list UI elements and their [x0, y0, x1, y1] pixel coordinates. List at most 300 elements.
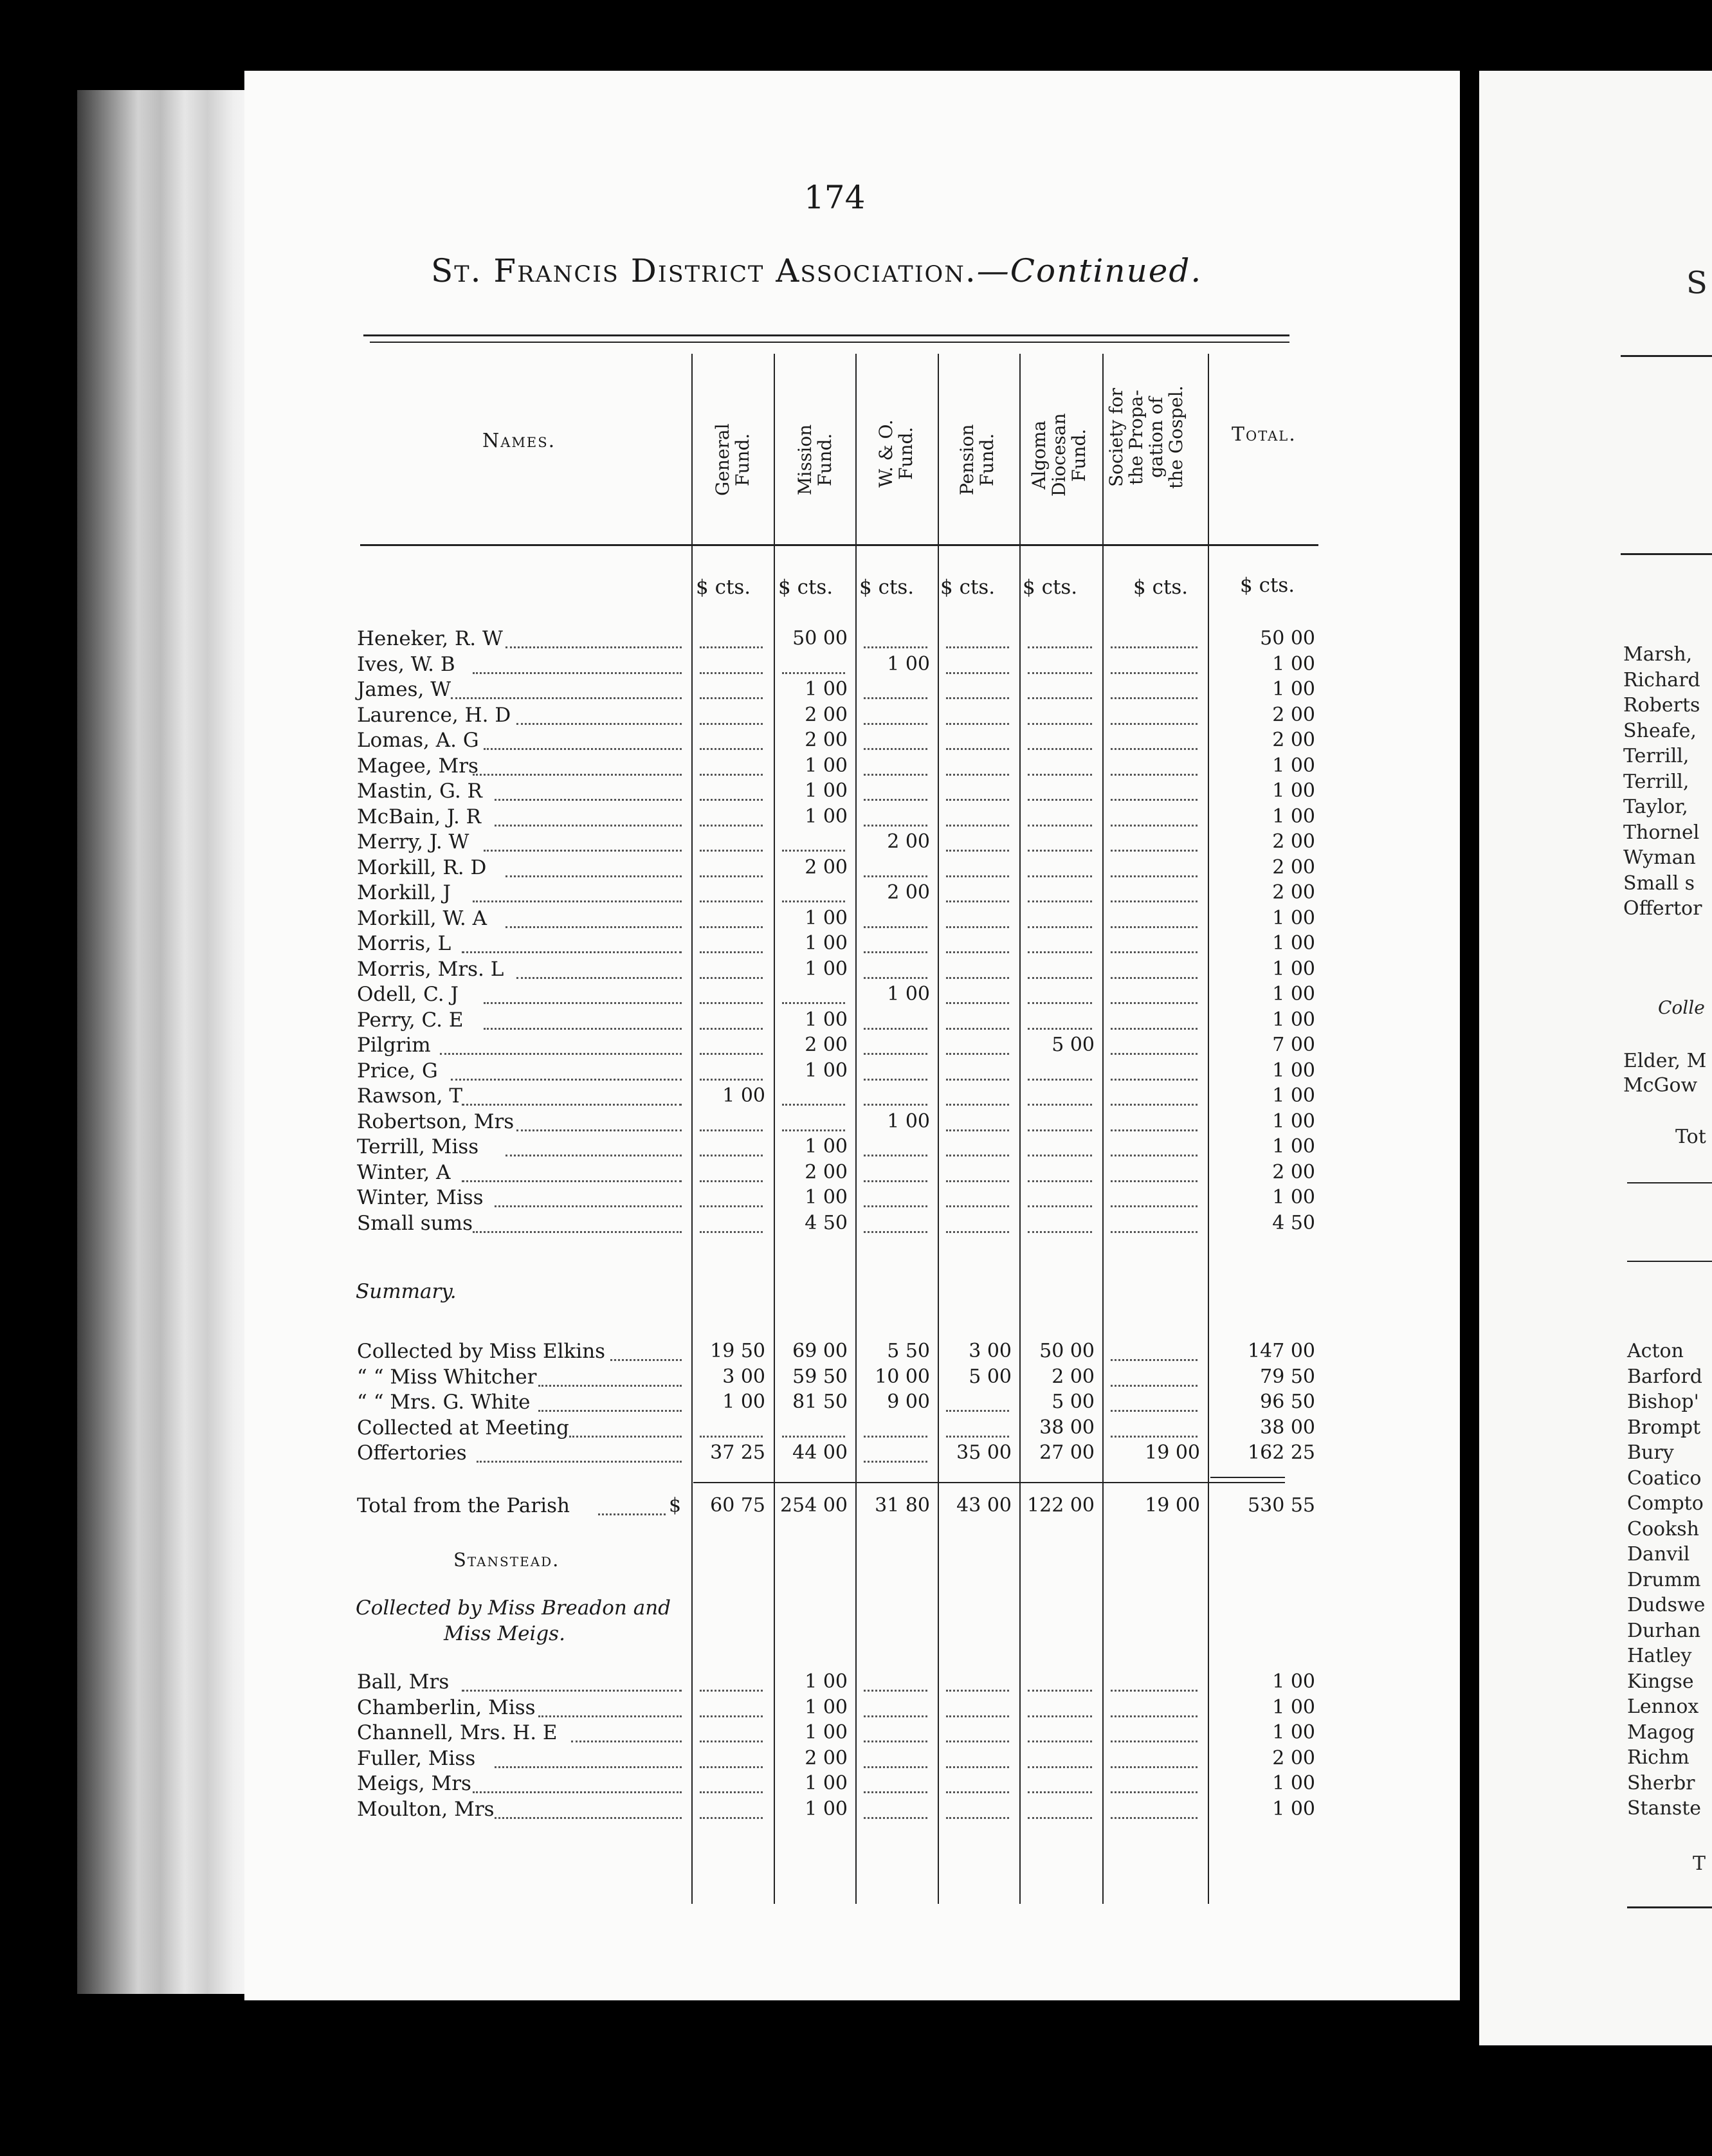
empty-cell-dots: [946, 1410, 1009, 1412]
unit-wo: $ cts.: [859, 576, 915, 599]
col-header-general: General Fund.: [712, 423, 753, 497]
row-name: Laurence, H. D: [357, 703, 511, 727]
empty-cell-dots: [946, 1766, 1009, 1768]
leader-dots: [462, 1690, 682, 1692]
summary-algoma-value: 50 00: [1039, 1340, 1095, 1362]
empty-cell-dots: [1028, 1766, 1092, 1768]
empty-cell-dots: [946, 1155, 1009, 1156]
empty-cell-dots: [1028, 748, 1092, 750]
leader-dots: [462, 1180, 682, 1182]
unit-general: $ cts.: [696, 576, 751, 599]
right-place-fragment: Richm: [1627, 1746, 1689, 1769]
empty-cell-dots: [1028, 825, 1092, 827]
empty-cell-dots: [946, 977, 1009, 979]
empty-cell-dots: [946, 697, 1009, 699]
empty-cell-dots: [1028, 1690, 1092, 1692]
right-rule-3: [1627, 1182, 1712, 1183]
row-total-value: 50 00: [1260, 627, 1315, 650]
summary-name: “ “ Mrs. G. White: [357, 1391, 531, 1414]
empty-cell-dots: [864, 977, 927, 979]
empty-cell-dots: [864, 951, 927, 953]
leader-dots: [473, 672, 682, 674]
empty-cell-dots: [864, 1205, 927, 1207]
empty-cell-dots: [946, 1053, 1009, 1055]
row-name: Morkill, R. D: [357, 855, 487, 879]
row-name: Heneker, R. W: [357, 627, 503, 650]
title-suffix: —Continued.: [976, 252, 1203, 289]
stanstead-name: Channell, Mrs. H. E: [357, 1721, 558, 1744]
empty-cell-dots: [700, 697, 763, 699]
right-title-fragment: S: [1686, 265, 1707, 301]
empty-cell-dots: [700, 1002, 763, 1004]
summary-general-value: 3 00: [722, 1365, 765, 1388]
title-main: St. Francis District Association.: [431, 252, 977, 289]
empty-cell-dots: [1111, 1690, 1197, 1692]
summary-mission-value: 59 50: [792, 1365, 848, 1388]
empty-cell-dots: [864, 774, 927, 776]
right-name-fragment: Roberts: [1623, 694, 1700, 717]
row-name: Robertson, Mrs: [357, 1110, 515, 1133]
empty-cell-dots: [700, 1766, 763, 1768]
empty-cell-dots: [700, 646, 763, 648]
empty-cell-dots: [700, 900, 763, 902]
right-place-fragment: Drumm: [1627, 1568, 1701, 1591]
leader-dots: [538, 1385, 682, 1387]
summary-wo-value: 5 50: [887, 1340, 930, 1362]
empty-cell-dots: [946, 723, 1009, 725]
col-header-algoma: Algoma Diocesan Fund.: [1028, 413, 1089, 497]
right-place-fragment: Danvil: [1627, 1543, 1690, 1566]
empty-cell-dots: [1028, 850, 1092, 852]
empty-cell-dots: [946, 1740, 1009, 1742]
stanstead-total-value: 1 00: [1272, 1772, 1315, 1795]
row-name: Rawson, T: [357, 1084, 462, 1108]
leader-dots: [598, 1513, 666, 1515]
row-name: Ives, W. B: [357, 652, 455, 676]
summary-name: Collected by Miss Elkins: [357, 1340, 606, 1363]
empty-cell-dots: [700, 1053, 763, 1055]
empty-cell-dots: [1028, 926, 1092, 928]
empty-cell-dots: [864, 1436, 927, 1438]
summary-wo-value: 9 00: [887, 1391, 930, 1413]
right-place-fragment: Bishop': [1627, 1391, 1699, 1413]
header-rule-top: [363, 334, 1289, 336]
empty-cell-dots: [946, 1028, 1009, 1030]
empty-cell-dots: [946, 1791, 1009, 1793]
empty-cell-dots: [1111, 977, 1197, 979]
empty-cell-dots: [1028, 1155, 1092, 1156]
empty-cell-dots: [1028, 900, 1092, 902]
empty-cell-dots: [700, 926, 763, 928]
row-mission-value: 1 00: [805, 957, 848, 980]
row-total-value: 1 00: [1272, 1059, 1315, 1082]
unit-total: $ cts.: [1240, 574, 1295, 597]
empty-cell-dots: [700, 748, 763, 750]
leader-dots: [462, 1104, 682, 1106]
empty-cell-dots: [1111, 1740, 1197, 1742]
empty-cell-dots: [864, 1715, 927, 1717]
empty-cell-dots: [1028, 1079, 1092, 1081]
row-total-value: 4 50: [1272, 1211, 1315, 1234]
row-mission-value: 2 00: [805, 703, 848, 726]
row-total-value: 2 00: [1272, 1160, 1315, 1183]
summary-general-value: 1 00: [722, 1391, 765, 1413]
empty-cell-dots: [1111, 900, 1197, 902]
empty-cell-dots: [700, 1740, 763, 1742]
empty-cell-dots: [1111, 1410, 1197, 1412]
summary-society-value: 19 00: [1145, 1441, 1200, 1464]
leader-dots: [477, 1461, 682, 1463]
col-header-total: Total.: [1232, 423, 1297, 446]
stanstead-mission-value: 1 00: [805, 1695, 848, 1719]
leader-dots: [538, 1410, 682, 1412]
stanstead-mission-value: 1 00: [805, 1797, 848, 1820]
empty-cell-dots: [864, 646, 927, 648]
right-name-fragment: Sheafe,: [1623, 719, 1697, 742]
empty-cell-dots: [1111, 748, 1197, 750]
empty-cell-dots: [946, 951, 1009, 953]
empty-cell-dots: [700, 977, 763, 979]
summary-general-value: 19 50: [710, 1340, 765, 1362]
empty-cell-dots: [946, 875, 1009, 877]
stanstead-mission-value: 1 00: [805, 1670, 848, 1693]
empty-cell-dots: [700, 799, 763, 801]
summary-general-value: 37 25: [710, 1441, 765, 1464]
col-header-pension: Pension Fund.: [956, 424, 997, 496]
right-name-fragment: Marsh,: [1623, 643, 1693, 666]
empty-cell-dots: [782, 1129, 845, 1131]
col-rule-6: [1102, 354, 1104, 1904]
col-rule-7: [1208, 354, 1209, 1904]
header-rule-top2: [370, 342, 1289, 343]
empty-cell-dots: [1111, 723, 1197, 725]
stanstead-name: Chamberlin, Miss: [357, 1695, 536, 1719]
empty-cell-dots: [700, 1079, 763, 1081]
right-place-fragment: Lennox: [1627, 1695, 1699, 1718]
leader-dots: [440, 1053, 682, 1055]
row-mission-value: 1 00: [805, 780, 848, 802]
empty-cell-dots: [1111, 1129, 1197, 1131]
right-t: T: [1693, 1852, 1706, 1875]
right-name-fragment: Wyman: [1623, 846, 1696, 869]
right-name-fragment: Elder, M: [1623, 1050, 1707, 1072]
row-mission-value: 4 50: [805, 1211, 848, 1234]
page-title: [431, 252, 1202, 289]
empty-cell-dots: [864, 1791, 927, 1793]
row-total-value: 1 00: [1272, 754, 1315, 777]
empty-cell-dots: [1111, 774, 1197, 776]
leader-dots: [610, 1359, 682, 1361]
col-header-society: Society for the Propa- gation of the Gospel.: [1106, 385, 1187, 489]
empty-cell-dots: [946, 1129, 1009, 1131]
empty-cell-dots: [1028, 1791, 1092, 1793]
empty-cell-dots: [1028, 1180, 1092, 1182]
empty-cell-dots: [864, 1155, 927, 1156]
parish-total-currency: $: [669, 1494, 682, 1517]
empty-cell-dots: [782, 1002, 845, 1004]
row-general-value: 1 00: [722, 1084, 765, 1107]
col-header-mission: Mission Fund.: [794, 424, 835, 496]
row-name: Perry, C. E: [357, 1008, 464, 1032]
row-wo-value: 1 00: [887, 983, 930, 1005]
right-place-fragment: Cooksh: [1627, 1517, 1699, 1540]
row-mission-value: 1 00: [805, 1186, 848, 1209]
row-name: Price, G: [357, 1059, 438, 1083]
row-name: Mastin, G. R: [357, 780, 482, 803]
leader-dots: [495, 1817, 682, 1819]
empty-cell-dots: [864, 1766, 927, 1768]
right-place-fragment: Barford: [1627, 1365, 1702, 1388]
row-total-value: 1 00: [1272, 652, 1315, 675]
row-mission-value: 1 00: [805, 906, 848, 929]
summary-name: Collected at Meeting: [357, 1416, 569, 1439]
leader-dots: [484, 1028, 682, 1030]
row-algoma-value: 5 00: [1052, 1034, 1095, 1056]
row-total-value: 2 00: [1272, 881, 1315, 904]
empty-cell-dots: [700, 1180, 763, 1182]
empty-cell-dots: [700, 1436, 763, 1438]
empty-cell-dots: [946, 1817, 1009, 1819]
right-place-fragment: Durhan: [1627, 1619, 1701, 1642]
empty-cell-dots: [1028, 1002, 1092, 1004]
row-mission-value: 1 00: [805, 754, 848, 777]
row-mission-value: 1 00: [805, 1135, 848, 1158]
empty-cell-dots: [700, 672, 763, 674]
right-rule-2: [1621, 553, 1712, 555]
leader-dots: [505, 646, 682, 648]
parish-total-pension-value: 43 00: [956, 1494, 1012, 1517]
empty-cell-dots: [1028, 1817, 1092, 1819]
empty-cell-dots: [946, 926, 1009, 928]
empty-cell-dots: [1028, 723, 1092, 725]
unit-mission: $ cts.: [778, 576, 833, 599]
empty-cell-dots: [700, 723, 763, 725]
empty-cell-dots: [782, 850, 845, 852]
row-name: James, W: [357, 678, 451, 701]
row-total-value: 1 00: [1272, 1186, 1315, 1209]
empty-cell-dots: [1028, 951, 1092, 953]
parish-total-mission-value: 254 00: [780, 1494, 848, 1517]
empty-cell-dots: [700, 1715, 763, 1717]
empty-cell-dots: [700, 875, 763, 877]
stanstead-mission-value: 2 00: [805, 1746, 848, 1769]
empty-cell-dots: [864, 875, 927, 877]
leader-dots: [516, 977, 682, 979]
stanstead-collected-line2: Miss Meigs.: [444, 1622, 565, 1645]
row-total-value: 2 00: [1272, 855, 1315, 879]
summary-wo-value: 10 00: [875, 1365, 930, 1388]
right-place-fragment: Bury: [1627, 1441, 1674, 1464]
row-mission-value: 2 00: [805, 1034, 848, 1056]
col-rule-2: [774, 354, 775, 1904]
empty-cell-dots: [946, 1180, 1009, 1182]
empty-cell-dots: [1028, 1129, 1092, 1131]
row-mission-value: 1 00: [805, 932, 848, 955]
summary-total-value: 96 50: [1260, 1391, 1315, 1413]
right-place-fragment: Brompt: [1627, 1416, 1701, 1439]
right-rule-1: [1621, 355, 1712, 357]
empty-cell-dots: [1111, 697, 1197, 699]
row-mission-value: 2 00: [805, 729, 848, 751]
col-header-names: Names.: [482, 430, 556, 452]
row-mission-value: 2 00: [805, 1160, 848, 1183]
empty-cell-dots: [864, 1817, 927, 1819]
stanstead-heading: Stanstead.: [453, 1549, 560, 1571]
summary-name: Offertories: [357, 1441, 467, 1465]
empty-cell-dots: [1111, 1359, 1197, 1361]
empty-cell-dots: [1111, 1053, 1197, 1055]
row-name: Morkill, J: [357, 881, 451, 904]
empty-cell-dots: [1111, 875, 1197, 877]
leader-dots: [484, 850, 682, 852]
leader-dots: [484, 1002, 682, 1004]
right-rule-4: [1627, 1261, 1712, 1262]
empty-cell-dots: [1111, 1079, 1197, 1081]
right-place-fragment: Coatico: [1627, 1466, 1702, 1490]
right-rule-5: [1627, 1906, 1712, 1908]
empty-cell-dots: [700, 1817, 763, 1819]
empty-cell-dots: [1111, 1817, 1197, 1819]
right-place-fragment: Magog: [1627, 1721, 1695, 1744]
summary-total-value: 79 50: [1260, 1365, 1315, 1388]
empty-cell-dots: [1028, 1715, 1092, 1717]
parish-total-total-value: 530 55: [1248, 1494, 1315, 1517]
leader-dots: [505, 875, 682, 877]
col-rule-5: [1019, 354, 1021, 1904]
empty-cell-dots: [864, 1690, 927, 1692]
empty-cell-dots: [946, 672, 1009, 674]
empty-cell-dots: [864, 697, 927, 699]
stanstead-collected-line1: Collected by Miss Breadon and: [356, 1596, 671, 1620]
right-name-fragment: Richard: [1623, 668, 1700, 691]
summary-algoma-value: 27 00: [1039, 1441, 1095, 1464]
right-name-fragment: Offertor: [1623, 897, 1702, 920]
empty-cell-dots: [1111, 1436, 1197, 1438]
right-colle: Colle: [1658, 997, 1705, 1018]
row-total-value: 2 00: [1272, 830, 1315, 853]
empty-cell-dots: [1111, 850, 1197, 852]
summary-total-rule2: [1210, 1477, 1285, 1478]
summary-mission-value: 44 00: [792, 1441, 848, 1464]
summary-total-value: 147 00: [1248, 1340, 1315, 1362]
empty-cell-dots: [1028, 977, 1092, 979]
empty-cell-dots: [700, 825, 763, 827]
empty-cell-dots: [1111, 951, 1197, 953]
row-total-value: 1 00: [1272, 932, 1315, 955]
leader-dots: [473, 900, 682, 902]
row-total-value: 2 00: [1272, 703, 1315, 726]
leader-dots: [516, 1129, 682, 1131]
empty-cell-dots: [1111, 1715, 1197, 1717]
empty-cell-dots: [1111, 1205, 1197, 1207]
right-place-fragment: Dudswe: [1627, 1594, 1706, 1616]
row-name: Winter, A: [357, 1160, 451, 1184]
row-name: Morris, Mrs. L: [357, 957, 504, 981]
leader-dots: [495, 825, 682, 827]
parish-total-algoma-value: 122 00: [1027, 1494, 1095, 1517]
row-total-value: 1 00: [1272, 1008, 1315, 1031]
empty-cell-dots: [700, 1155, 763, 1156]
header-rule-bottom: [360, 544, 1318, 546]
stanstead-mission-value: 1 00: [805, 1721, 848, 1744]
empty-cell-dots: [1111, 1231, 1197, 1233]
leader-dots: [505, 1155, 682, 1156]
row-total-value: 1 00: [1272, 957, 1315, 980]
summary-heading: Summary.: [356, 1280, 457, 1303]
empty-cell-dots: [946, 1231, 1009, 1233]
empty-cell-dots: [1028, 799, 1092, 801]
empty-cell-dots: [700, 1028, 763, 1030]
right-name-fragment: Terrill,: [1623, 770, 1689, 793]
empty-cell-dots: [700, 1129, 763, 1131]
empty-cell-dots: [700, 1690, 763, 1692]
row-wo-value: 1 00: [887, 652, 930, 675]
stanstead-name: Ball, Mrs: [357, 1670, 450, 1694]
empty-cell-dots: [1111, 1104, 1197, 1106]
summary-pension-value: 3 00: [969, 1340, 1012, 1362]
col-rule-3: [855, 354, 857, 1904]
row-wo-value: 1 00: [887, 1110, 930, 1133]
row-total-value: 1 00: [1272, 1110, 1315, 1133]
stanstead-name: Meigs, Mrs: [357, 1772, 471, 1795]
empty-cell-dots: [864, 1740, 927, 1742]
empty-cell-dots: [1111, 926, 1197, 928]
right-name-fragment: Taylor,: [1623, 796, 1688, 818]
empty-cell-dots: [1028, 697, 1092, 699]
stanstead-total-value: 1 00: [1272, 1670, 1315, 1693]
leader-dots: [495, 1205, 682, 1207]
summary-pension-value: 35 00: [956, 1441, 1012, 1464]
empty-cell-dots: [700, 1231, 763, 1233]
right-tot: Tot: [1675, 1126, 1706, 1148]
empty-cell-dots: [1028, 1740, 1092, 1742]
leader-dots: [451, 697, 682, 699]
stanstead-total-value: 2 00: [1272, 1746, 1315, 1769]
row-name: Terrill, Miss: [357, 1135, 479, 1158]
stanstead-name: Moulton, Mrs: [357, 1797, 495, 1821]
empty-cell-dots: [1111, 799, 1197, 801]
empty-cell-dots: [1028, 1231, 1092, 1233]
empty-cell-dots: [946, 900, 1009, 902]
unit-algoma: $ cts.: [1023, 576, 1078, 599]
empty-cell-dots: [946, 1104, 1009, 1106]
leader-dots: [495, 1766, 682, 1768]
right-name-fragment: McGow: [1623, 1074, 1698, 1097]
row-total-value: 2 00: [1272, 729, 1315, 751]
summary-total-value: 38 00: [1260, 1416, 1315, 1439]
leader-dots: [495, 799, 682, 801]
summary-algoma-value: 38 00: [1039, 1416, 1095, 1439]
leader-dots: [462, 951, 682, 953]
right-place-fragment: Hatley: [1627, 1645, 1692, 1667]
empty-cell-dots: [700, 774, 763, 776]
summary-name: “ “ Miss Whitcher: [357, 1365, 537, 1389]
empty-cell-dots: [1028, 1104, 1092, 1106]
row-name: Magee, Mrs: [357, 754, 478, 778]
empty-cell-dots: [864, 825, 927, 827]
empty-cell-dots: [864, 1104, 927, 1106]
empty-cell-dots: [946, 1002, 1009, 1004]
row-total-value: 1 00: [1272, 983, 1315, 1005]
empty-cell-dots: [1111, 1791, 1197, 1793]
row-total-value: 7 00: [1272, 1034, 1315, 1056]
empty-cell-dots: [946, 1690, 1009, 1692]
empty-cell-dots: [700, 850, 763, 852]
summary-total-value: 162 25: [1248, 1441, 1315, 1464]
empty-cell-dots: [864, 1053, 927, 1055]
right-name-fragment: Thornel: [1623, 821, 1700, 844]
leader-dots: [473, 1791, 682, 1793]
